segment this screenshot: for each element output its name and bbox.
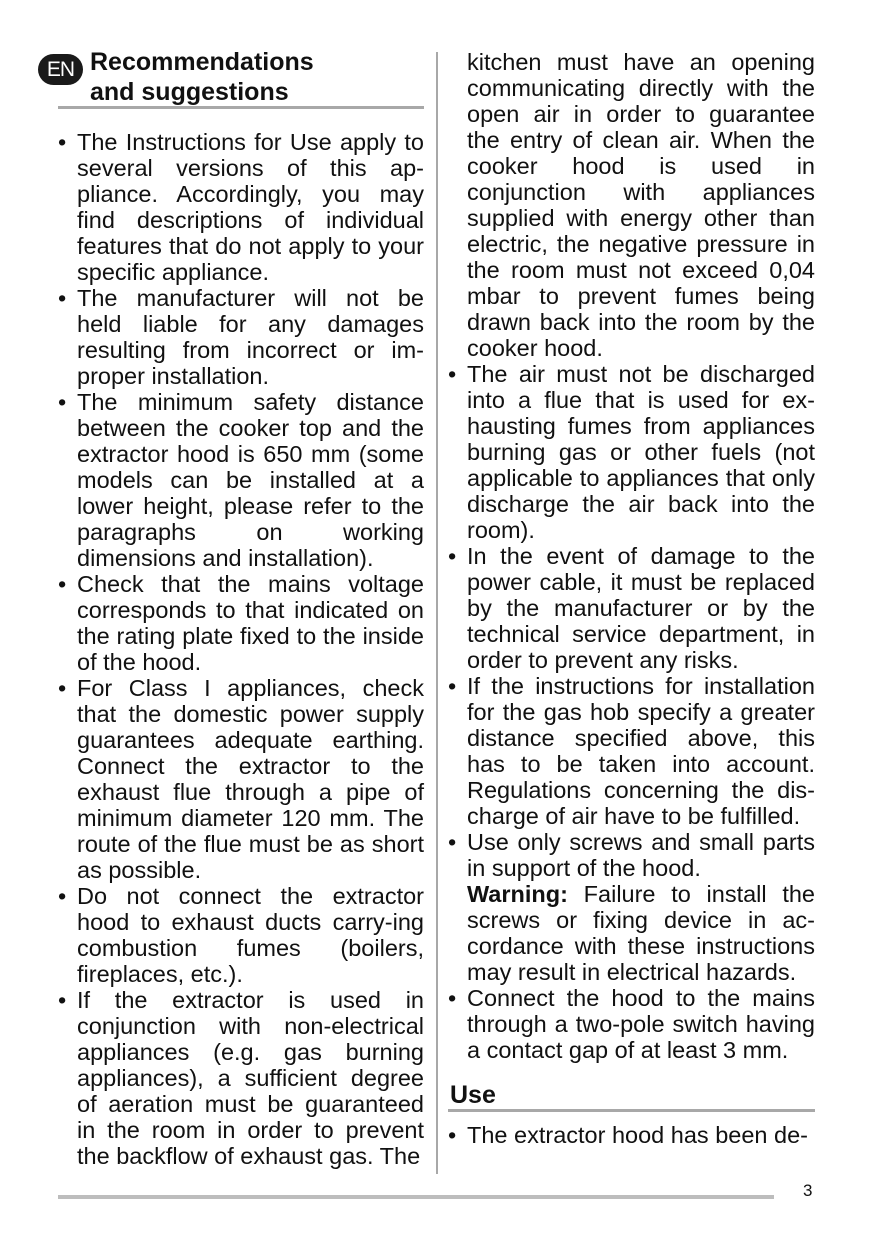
list-item: • For Class I appliances, check that the domestic power supply guarantees adequate earthing. Connect the extractor to the exhaust flue through a pipe of minimum diameter 120 mm. The route of the flue must be as short as possible. (58, 675, 424, 883)
list-item: • If the instructions for installation for the gas hob specify a greater distance specified above, this has to be taken into account. Regulations concerning the dis-charge of air have to be fulfilled. (448, 673, 815, 829)
list-item: • The minimum safety distance between the cooker top and the extractor hood is 650 mm (some models can be installed at a lower height, please refer to the paragraphs on working dimensions and installation). (58, 389, 424, 571)
list-item (448, 829, 815, 985)
section-title (90, 47, 420, 107)
list-item: • If the extractor is used in conjunction with non-electrical appliances (e.g. gas burning appliances), a sufficient degree of aeration must be guaranteed in the room in order to prevent the backflow of exhaust gas. The (58, 987, 424, 1169)
list-item: • The air must not be discharged into a flue that is used for ex-hausting fumes from appliances burning gas or other fuels (not applicable to appliances that only discharge the air back into the room). (448, 361, 815, 543)
list-item: • In the event of damage to the power cable, it must be replaced by the manufacturer or by the technical service department, in order to prevent any risks. (448, 543, 815, 673)
warning-text: Failure to install the screws or fixing device in ac-cordance with these instructions may result in electrical hazards. (467, 881, 815, 985)
section-title-line2: and suggestions (90, 78, 289, 106)
left-column-list (58, 129, 424, 1169)
list-item: • Check that the mains voltage corresponds to that indicated on the rating plate fixed to the inside of the hood. (58, 571, 424, 675)
warning-label: Warning: (467, 881, 568, 907)
list-item-continuation: kitchen must have an opening communicating directly with the open air in order to guarantee the entry of clean air. When the cooker hood is used in conjunction with appliances supplied with energy other than electric, the negative pressure in the room must not exceed 0,04 mbar to prevent fumes being drawn back into the room by the cooker hood. (467, 49, 815, 361)
right-column-list (448, 49, 815, 1063)
use-section-title: Use (450, 1081, 496, 1109)
section-title-line1: Recommendations (90, 48, 314, 76)
list-item: • Do not connect the extractor hood to exhaust ducts carry-ing combustion fumes (boilers, fireplaces, etc.). (58, 883, 424, 987)
list-item: • The extractor hood has been de- (448, 1122, 815, 1148)
page-number: 3 (803, 1181, 813, 1200)
list-item: • Connect the hood to the mains through a two-pole switch having a contact gap of at least 3 mm. (448, 985, 815, 1063)
list-item: • The manufacturer will not be held liable for any damages resulting from incorrect or im-proper installation. (58, 285, 424, 389)
language-badge: EN (38, 54, 83, 85)
use-section-list (448, 1122, 815, 1148)
column-divider (436, 52, 438, 1174)
use-section-underline (448, 1109, 815, 1112)
list-item-text: Use only screws and small parts in support of the hood. (467, 829, 815, 881)
list-item: • The Instructions for Use apply to several versions of this ap-pliance. Accordingly, you may find descriptions of individual features that do not apply to your specific appliance. (58, 129, 424, 285)
footer-rule (58, 1195, 774, 1199)
section-title-underline (58, 106, 424, 109)
